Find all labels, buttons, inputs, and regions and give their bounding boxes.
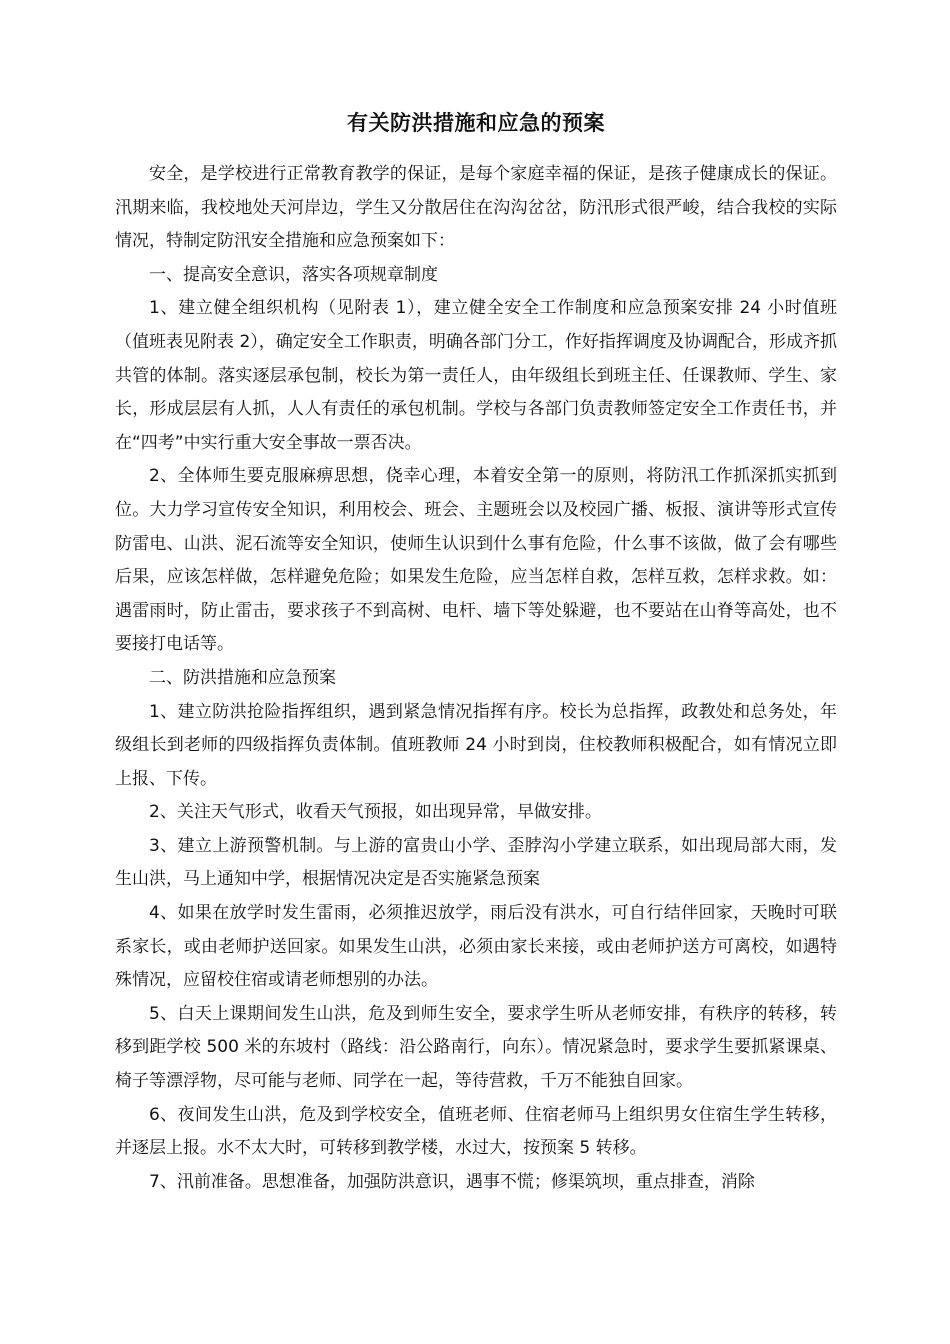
section-heading-2: 二、防洪措施和应急预案 — [149, 667, 336, 688]
intro-paragraph: 安全，是学校进行正常教育教学的保证，是每个家庭幸福的保证，是孩子健康成长的保证。汛期来临，我校地处天河岸边，学生又分散居住在沟沟岔岔，防汛形式很严峻，结合我校的实际情况，特制定防汛安全措施和应急预案如下： — [115, 164, 837, 252]
section-1-item-1: 1、建立健全组织机构（见附表 1），建立健全安全工作制度和应急预案安排 24 小时值班（值班表见附表 2），确定安全工作职责，明确各部门分工，作好指挥调度及协调配合，形成齐抓共管的体制。落实逐层承包制，校长为第一责任人，由年级组长到班主任、任课教师、学生、家长，形成层层有人抓，人人有责任的承包机制。学校与各部门负责教师签定安全工作责任书，并在“四考”中实行重大安全事故一票否决。 — [115, 298, 837, 453]
document-page — [115, 108, 837, 1199]
document-title: 有关防洪措施和应急的预案 — [347, 111, 605, 135]
section-heading-1: 一、提高安全意识，落实各项规章制度 — [149, 264, 438, 285]
section-2-item-5: 5、白天上课期间发生山洪，危及到师生安全，要求学生听从老师安排，有秩序的转移，转移到距学校 500 米的东坡村（路线：沿公路南行，向东）。情况紧急时，要求学生要抓紧课桌、椅子等漂浮物，尽可能与老师、同学在一起，等待营救，千万不能独自回家。 — [115, 1003, 837, 1092]
section-2-item-4: 4、如果在放学时发生雷雨，必须推迟放学，雨后没有洪水，可自行结伴回家，天晚时可联系家长，或由老师护送回家。如果发生山洪，必须由家长来接，或由老师护送方可离校，如遇特殊情况，应留校住宿或请老师想别的办法。 — [115, 903, 837, 991]
section-2-item-7: 7、汛前准备。思想准备，加强防洪意识，遇事不慌；修渠筑坝，重点排查，消除 — [149, 1171, 755, 1192]
section-2-item-3: 3、建立上游预警机制。与上游的富贵山小学、歪脖沟小学建立联系，如出现局部大雨，发生山洪，马上通知中学，根据情况决定是否实施紧急预案 — [115, 835, 837, 890]
section-2-item-6: 6、夜间发生山洪，危及到学校安全，值班老师、住宿老师马上组织男女住宿生学生转移，并逐层上报。水不太大时，可转移到教学楼，水过大，按预案 5 转移。 — [115, 1104, 837, 1159]
section-2-item-2: 2、关注天气形式，收看天气预报，如出现异常，早做安排。 — [149, 802, 602, 823]
section-1-item-2: 2、全体师生要克服麻痹思想，侥幸心理，本着安全第一的原则，将防汛工作抓深抓实抓到位。大力学习宣传安全知识，利用校会、班会、主题班会以及校园广播、板报、演讲等形式宣传防雷电、山洪、泥石流等安全知识，使师生认识到什么事有危险，什么事不该做，做了会有哪些后果，应该怎样做，怎样避免危险；如果发生危险，应当怎样自救，怎样互救，怎样求救。如：遇雷雨时，防止雷击，要求孩子不到高树、电杆、墙下等处躲避，也不要站在山脊等高处，也不要接打电话等。 — [115, 466, 837, 655]
section-2-item-1: 1、建立防洪抢险指挥组织，遇到紧急情况指挥有序。校长为总指挥，政教处和总务处，年级组长到老师的四级指挥负责体制。值班教师 24 小时到岗，住校教师积极配合，如有情况立即上报、下传。 — [115, 701, 837, 789]
